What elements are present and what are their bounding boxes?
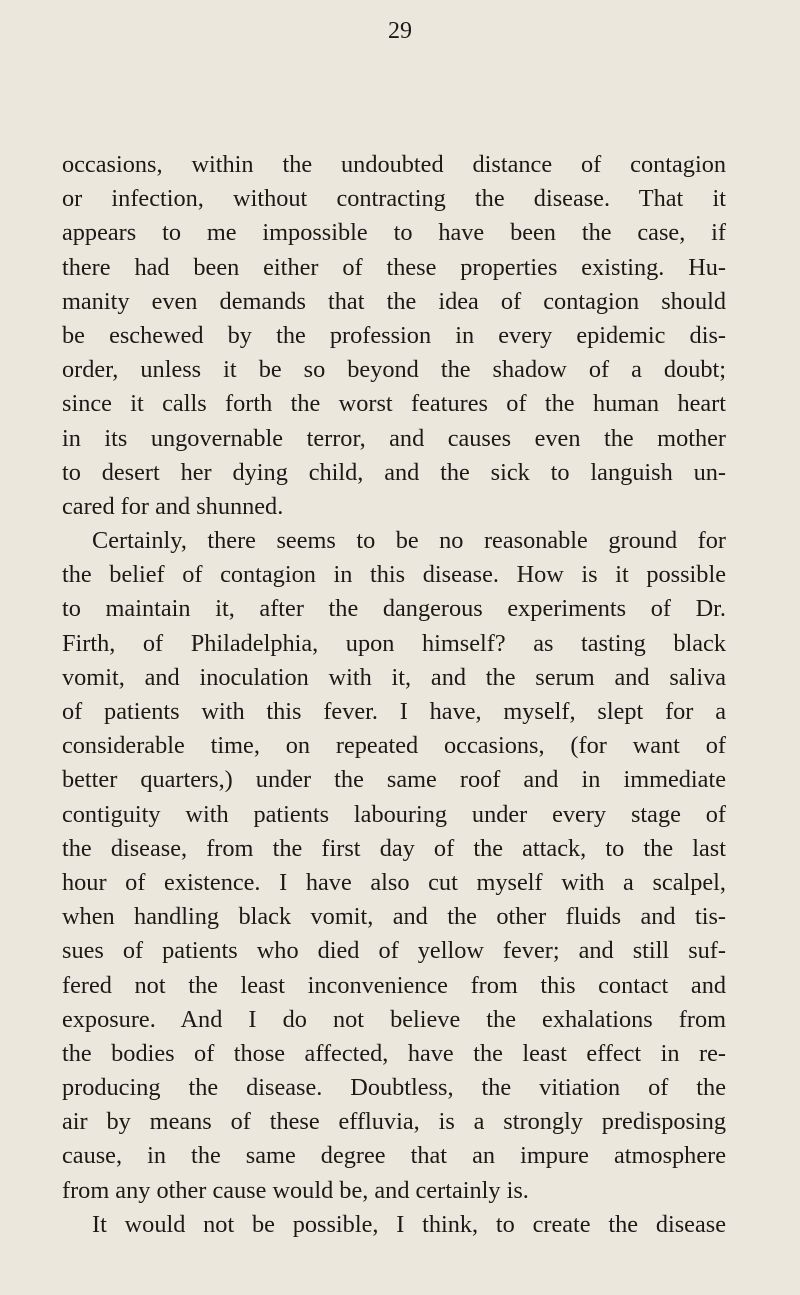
text-line: cause, in the same degree that an impure atmosphere bbox=[62, 1142, 726, 1170]
text-line: of patients with this fever. I have, myself, slept for a bbox=[62, 698, 726, 725]
text-line: fered not the least inconvenience from this contact and bbox=[62, 971, 726, 999]
text-line: cared for and shunned. bbox=[62, 492, 284, 520]
text-line: It would not be possible, I think, to create the disease bbox=[92, 1210, 726, 1238]
text-line: better quarters,) under the same roof and in immediate bbox=[62, 766, 726, 794]
text-line: from any other cause would be, and certainly is. bbox=[62, 1176, 529, 1204]
text-line: sues of patients who died of yellow fever; and still suf- bbox=[62, 937, 726, 965]
body-text bbox=[62, 148, 726, 1242]
text-line: the bodies of those affected, have the least effect in re- bbox=[62, 1039, 726, 1067]
text-line: there had been either of these properties existing. Hu- bbox=[62, 253, 726, 281]
text-line: appears to me impossible to have been the case, if bbox=[62, 219, 726, 247]
text-line: to desert her dying child, and the sick to languish un- bbox=[62, 458, 726, 486]
text-line: since it calls forth the worst features of the human heart bbox=[62, 390, 726, 418]
text-line: order, unless it be so beyond the shadow of a doubt; bbox=[62, 356, 726, 384]
text-line: when handling black vomit, and the other fluids and tis- bbox=[62, 903, 726, 931]
text-line: Certainly, there seems to be no reasonable ground for bbox=[92, 527, 726, 555]
text-line: Firth, of Philadelphia, upon himself? as tasting black bbox=[62, 629, 726, 657]
text-line: be eschewed by the profession in every epidemic dis- bbox=[62, 321, 726, 349]
text-line: occasions, within the undoubted distance of contagion bbox=[62, 151, 726, 178]
text-line: hour of existence. I have also cut myself with a scalpel, bbox=[62, 868, 726, 896]
text-line: or infection, without contracting the disease. That it bbox=[62, 185, 726, 213]
text-line: the belief of contagion in this disease. How is it possible bbox=[62, 561, 726, 589]
text-line: in its ungovernable terror, and causes even the mother bbox=[62, 424, 726, 452]
text-line: contiguity with patients labouring under every stage of bbox=[62, 800, 726, 828]
text-line: exposure. And I do not believe the exhalations from bbox=[62, 1005, 726, 1033]
text-line: the disease, from the first day of the attack, to the last bbox=[62, 834, 726, 862]
text-line: air by means of these effluvia, is a strongly predisposing bbox=[62, 1108, 726, 1136]
text-line: vomit, and inoculation with it, and the serum and saliva bbox=[62, 663, 726, 691]
page-number: 29 bbox=[388, 18, 412, 44]
text-line: considerable time, on repeated occasions, (for want of bbox=[62, 732, 726, 760]
text-line: producing the disease. Doubtless, the vitiation of the bbox=[62, 1074, 726, 1102]
text-line: manity even demands that the idea of contagion should bbox=[62, 287, 726, 315]
text-line: to maintain it, after the dangerous experiments of Dr. bbox=[62, 595, 726, 623]
